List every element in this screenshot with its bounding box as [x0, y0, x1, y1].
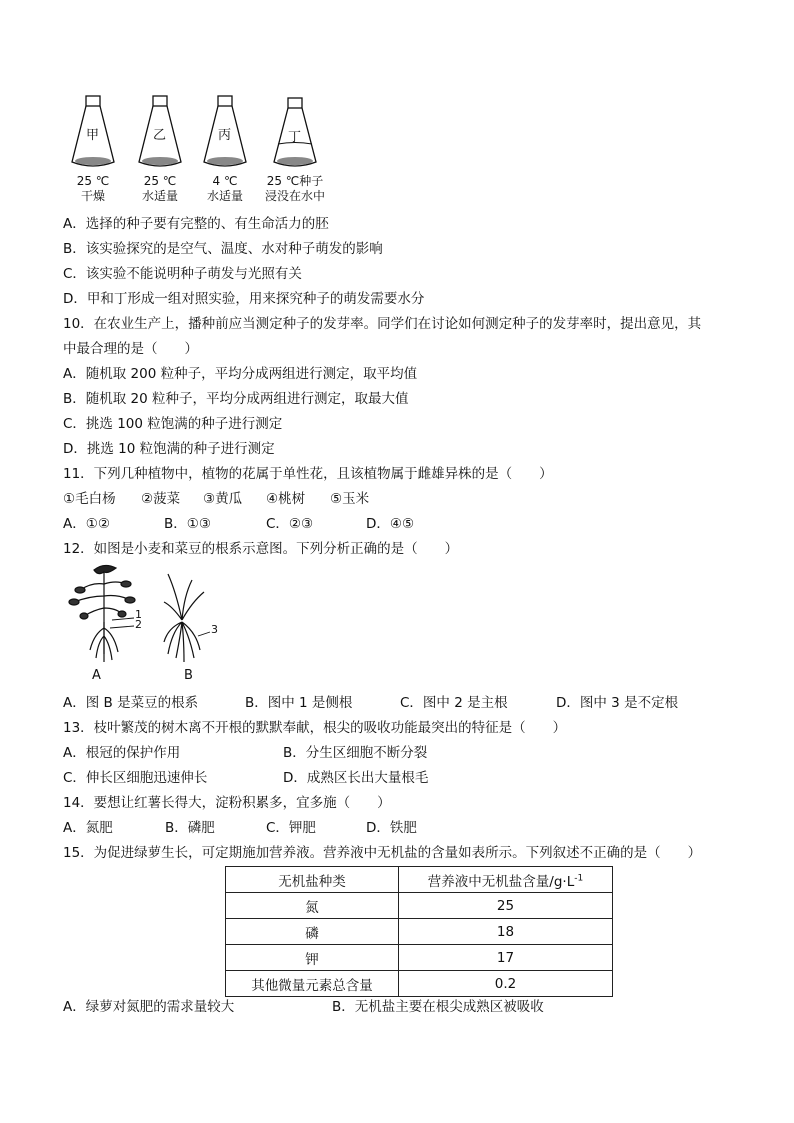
nutrient-table: [225, 866, 613, 997]
flask-bing-neck: [218, 96, 232, 106]
table-cell: 17: [399, 945, 613, 971]
flask-ding-name: 丁: [288, 130, 302, 145]
flask-ding-condition: 浸没在水中: [264, 189, 325, 203]
flask-jia-neck: [86, 96, 100, 106]
table-cell: 氮: [226, 893, 399, 919]
label-2: 2: [135, 618, 142, 631]
q9-option-a: A．选择的种子要有完整的、有生命活力的胚: [63, 216, 329, 232]
flask-jia-caption: [60, 174, 126, 204]
table-cell: 18: [399, 919, 613, 945]
q12-option-a: A．图 B 是菜豆的根系: [63, 695, 199, 711]
flask-yi-neck: [153, 96, 167, 106]
q12-option-b: B．图中 1 是侧根: [245, 695, 353, 711]
q13-option-b: B．分生区细胞不断分裂: [283, 745, 428, 761]
flask-yi-caption: [127, 174, 193, 204]
q11-option-d: D．④⑤: [366, 516, 415, 532]
plant-a-pointers: [110, 618, 134, 628]
q12-option-c: C．图中 2 是主根: [400, 695, 508, 711]
q9-option-c: C．该实验不能说明种子萌发与光照有关: [63, 266, 302, 282]
flask-bing-condition: 水适量: [206, 189, 243, 203]
label-3: 3: [211, 623, 218, 636]
q10-option-b: B．随机取 20 粒种子，平均分成两组进行测定，取最大值: [63, 391, 409, 407]
q11-item-3: ③黄瓜: [203, 491, 243, 507]
q15-stem: 15．为促进绿萝生长，可定期施加营养液。营养液中无机盐的含量如表所示。下列叙述不正确的是（ ）: [63, 845, 702, 861]
table-row: [226, 945, 613, 971]
label-1: 1: [135, 608, 142, 621]
table-cell: 25: [399, 893, 613, 919]
table-cell: 磷: [226, 919, 399, 945]
flask-jia-temp: 25 ℃: [76, 174, 110, 188]
flask-bing-caption: [192, 174, 258, 204]
q11-item-5: ⑤玉米: [330, 491, 370, 507]
flask-yi-condition: 水适量: [141, 189, 178, 203]
q11-option-c: C．②③: [266, 516, 314, 532]
q11-item-4: ④桃树: [266, 491, 306, 507]
flask-yi-seeds: [142, 157, 178, 165]
table-header-unit-exponent: -1: [574, 873, 584, 883]
q11-item-2: ②菠菜: [141, 491, 181, 507]
flask-yi-name: 乙: [153, 128, 167, 143]
table-row: [226, 919, 613, 945]
table-header-row: [226, 867, 613, 893]
table-cell: 0.2: [399, 971, 613, 997]
q11-option-a: A．①②: [63, 516, 110, 532]
flask-ding-seeds: [277, 157, 313, 165]
table-header-type: 无机盐种类: [226, 867, 399, 893]
figure-label-b: B: [184, 668, 193, 683]
flask-ding-temp: 25 ℃种子: [266, 174, 324, 188]
q15-option-b: B．无机盐主要在根尖成熟区被吸收: [332, 999, 544, 1015]
q14-stem: 14．要想让红薯长得大，淀粉积累多，宜多施（ ）: [63, 795, 391, 811]
q12-stem: 12．如图是小麦和菜豆的根系示意图。下列分析正确的是（ ）: [63, 541, 459, 557]
q9-option-b: B．该实验探究的是空气、温度、水对种子萌发的影响: [63, 241, 383, 257]
plant-b-pointer: [198, 632, 210, 636]
table-row: [226, 971, 613, 997]
flask-bing-name: 丙: [218, 128, 232, 143]
q11-stem: 11．下列几种植物中，植物的花属于单性花，且该植物属于雌雄异株的是（ ）: [63, 466, 553, 482]
q13-option-a: A．根冠的保护作用: [63, 745, 181, 761]
q13-option-c: C．伸长区细胞迅速伸长: [63, 770, 208, 786]
q14-option-d: D．铁肥: [366, 820, 417, 836]
q14-option-a: A．氮肥: [63, 820, 113, 836]
table-row: [226, 893, 613, 919]
table-cell: 其他微量元素总含量: [226, 971, 399, 997]
flask-jia-condition: 干燥: [80, 189, 105, 203]
flask-jia-name: 甲: [86, 128, 100, 143]
q13-option-d: D．成熟区长出大量根毛: [283, 770, 429, 786]
q14-option-c: C．钾肥: [266, 820, 316, 836]
table-header-content: [399, 867, 613, 893]
q10-option-c: C．挑选 100 粒饱满的种子进行测定: [63, 416, 283, 432]
root-system-figure: [64, 562, 234, 684]
figure-label-a: A: [92, 668, 101, 683]
table-cell: 钾: [226, 945, 399, 971]
q10-option-d: D．挑选 10 粒饱满的种子进行测定: [63, 441, 275, 457]
root-systems-drawing: [64, 562, 234, 670]
q10-option-a: A．随机取 200 粒种子，平均分成两组进行测定，取平均值: [63, 366, 418, 382]
q11-option-b: B．①③: [164, 516, 211, 532]
q10-stem-line1: 10．在农业生产上，播种前应当测定种子的发芽率。同学们在讨论如何测定种子的发芽率时，提出意见，其: [63, 316, 702, 332]
q13-stem: 13．枝叶繁茂的树木离不开根的默默奉献，根尖的吸收功能最突出的特征是（ ）: [63, 720, 567, 736]
q10-stem-line2: 中最合理的是（ ）: [63, 341, 198, 357]
flask-jia-seeds: [75, 157, 111, 165]
flask-ding-caption: [262, 174, 328, 204]
q15-option-a: A．绿萝对氮肥的需求量较大: [63, 999, 235, 1015]
flask-experiment-figure: [64, 92, 334, 204]
flask-ding-neck: [288, 98, 302, 108]
flask-bing-seeds: [207, 157, 243, 165]
q12-option-d: D．图中 3 是不定根: [556, 695, 679, 711]
plant-b-leaves: [164, 574, 204, 620]
flask-bing-temp: 4 ℃: [212, 174, 238, 188]
table-header-content-text: 营养液中无机盐含量/g·L: [427, 873, 575, 890]
flask-yi-temp: 25 ℃: [143, 174, 177, 188]
plant-a-flower: [94, 565, 116, 573]
plant-b-fibrous-roots: [164, 622, 200, 662]
q14-option-b: B．磷肥: [165, 820, 215, 836]
q11-item-1: ①毛白杨: [63, 491, 116, 507]
q9-option-d: D．甲和丁形成一组对照实验，用来探究种子的萌发需要水分: [63, 291, 425, 307]
